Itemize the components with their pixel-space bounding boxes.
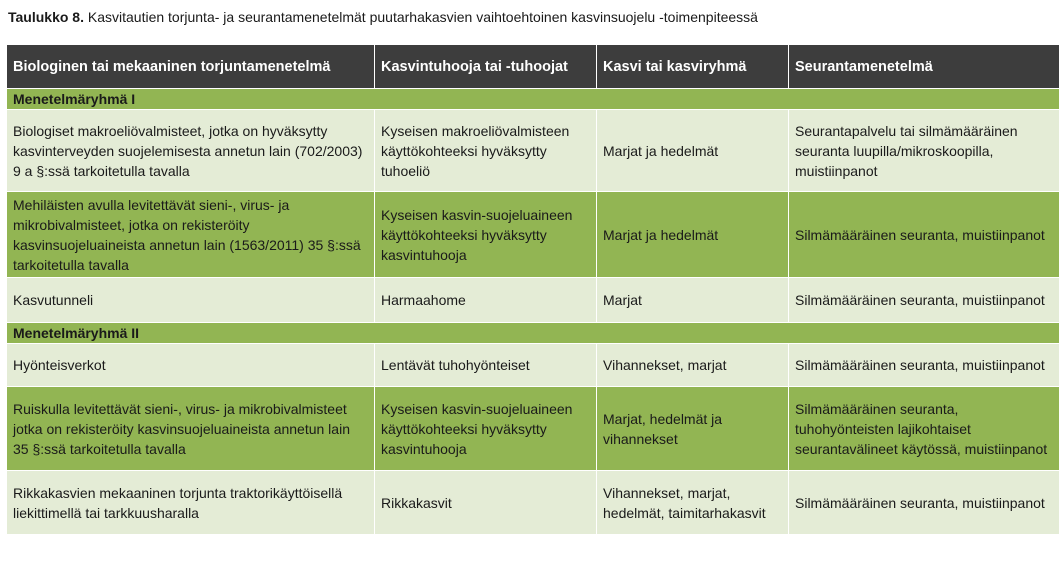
monitoring-cell: Silmämääräinen seuranta, tuhohyönteisten lajikohtaiset seurantavälineet käytössä, muistiinpanot: [789, 387, 1060, 471]
pest-cell: Kyseisen makroeliövalmisteen käyttökohteeksi hyväksytty tuhoeliö: [375, 110, 597, 192]
crop-cell: Marjat: [597, 278, 789, 323]
method-cell: Hyönteisverkot: [7, 344, 375, 387]
table-row: [7, 387, 1060, 471]
group-row: [7, 323, 1060, 344]
pest-cell: Kyseisen kasvin-suojeluaineen käyttökohteeksi hyväksytty kasvintuhooja: [375, 192, 597, 278]
method-cell: Biologiset makroeliövalmisteet, jotka on hyväksytty kasvinterveyden suojelemisesta annetun lain (702/2003) 9 a §:ssä tarkoitetulla tavalla: [7, 110, 375, 192]
pest-cell: Rikkakasvit: [375, 471, 597, 535]
crop-cell: Marjat ja hedelmät: [597, 192, 789, 278]
method-cell: Rikkakasvien mekaaninen torjunta traktorikäyttöisellä liekittimellä tai tarkkuusharalla: [7, 471, 375, 535]
group-title: Menetelmäryhmä II: [7, 323, 1060, 344]
pest-cell: Kyseisen kasvin-suojeluaineen käyttökohteeksi hyväksytty kasvintuhooja: [375, 387, 597, 471]
crop-cell: Marjat ja hedelmät: [597, 110, 789, 192]
methods-table: [6, 44, 1060, 535]
crop-cell: Vihannekset, marjat: [597, 344, 789, 387]
monitoring-cell: Silmämääräinen seuranta, muistiinpanot: [789, 471, 1060, 535]
method-cell: Ruiskulla levitettävät sieni-, virus- ja mikrobivalmisteet jotka on rekisteröity kasvinsuojeluaineista annetun lain 35 §:ssä tarkoitetulla tavalla: [7, 387, 375, 471]
header-method: Biologinen tai mekaaninen torjuntamenetelmä: [7, 45, 375, 89]
pest-cell: Harmaahome: [375, 278, 597, 323]
monitoring-cell: Seurantapalvelu tai silmämääräinen seuranta luupilla/mikroskoopilla, muistiinpanot: [789, 110, 1060, 192]
monitoring-cell: Silmämääräinen seuranta, muistiinpanot: [789, 344, 1060, 387]
header-pest: Kasvintuhooja tai -tuhoojat: [375, 45, 597, 89]
caption-label: Taulukko 8.: [8, 9, 84, 25]
table-row: [7, 471, 1060, 535]
group-row: [7, 89, 1060, 110]
crop-cell: Marjat, hedelmät ja vihannekset: [597, 387, 789, 471]
table-row: [7, 278, 1060, 323]
monitoring-cell: Silmämääräinen seuranta, muistiinpanot: [789, 278, 1060, 323]
header-crop: Kasvi tai kasviryhmä: [597, 45, 789, 89]
table-row: [7, 192, 1060, 278]
monitoring-cell: Silmämääräinen seuranta, muistiinpanot: [789, 192, 1060, 278]
method-cell: Kasvutunneli: [7, 278, 375, 323]
header-row: [7, 45, 1060, 89]
table-caption: [8, 6, 758, 28]
caption-text: Kasvitautien torjunta- ja seurantamenetelmät puutarhakasvien vaihtoehtoinen kasvinsuojelu -toimenpiteessä: [83, 9, 758, 25]
table-row: [7, 110, 1060, 192]
group-title: Menetelmäryhmä I: [7, 89, 1060, 110]
method-cell: Mehiläisten avulla levitettävät sieni-, virus- ja mikrobivalmisteet, jotka on rekisteröity kasvinsuojeluaineista annetun lain (1563/2011) 35 §:ssä tarkoitetulla tavalla: [7, 192, 375, 278]
crop-cell: Vihannekset, marjat, hedelmät, taimitarhakasvit: [597, 471, 789, 535]
table-row: [7, 344, 1060, 387]
pest-cell: Lentävät tuhohyönteiset: [375, 344, 597, 387]
header-monitoring: Seurantamenetelmä: [789, 45, 1060, 89]
